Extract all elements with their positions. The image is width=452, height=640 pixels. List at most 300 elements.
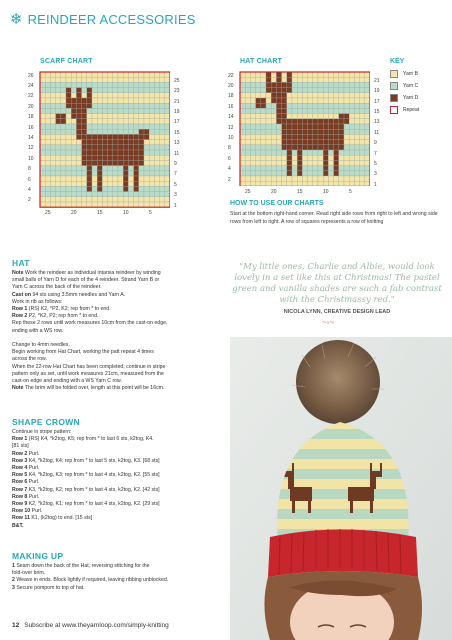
chart-cell [82,119,87,124]
chart-cell [240,124,245,129]
chart-cell [66,181,71,186]
chart-cell [71,140,76,145]
chart-cell [318,145,323,150]
instruction-text: Change to 4mm needles. [12,342,70,349]
chart-cell [56,202,61,207]
axis-label: 10 [123,210,129,217]
chart-cell [113,181,118,186]
chart-cell [61,72,66,77]
chart-cell [154,160,159,165]
chart-cell [71,176,76,181]
chart-cell [56,103,61,108]
chart-cell [92,166,97,171]
chart-cell [82,155,87,160]
chart-cell [45,176,50,181]
chart-cell [92,88,97,93]
instruction-text: Continue in stripe pattern: [12,429,72,435]
chart-cell [313,114,318,119]
chart-cell [276,155,281,160]
chart-cell [61,98,66,103]
chart-cell [266,88,271,93]
chart-cell [245,119,250,124]
chart-cell [365,166,370,171]
chart-cell [87,72,92,77]
instruction-text [24,523,25,529]
chart-cell [82,129,87,134]
chart-cell [76,202,81,207]
axis-label: 5 [149,210,152,217]
chart-cell [87,155,92,160]
chart-cell [365,181,370,186]
chart-cell [108,134,113,139]
chart-cell [45,93,50,98]
chart-cell [144,140,149,145]
chart-cell [154,166,159,171]
chart-cell [349,155,354,160]
chart-cell [354,150,359,155]
footer-text[interactable]: Subscribe at www.theyarnloop.com/simply-knitting [24,622,169,629]
chart-cell [118,129,123,134]
chart-cell [313,176,318,181]
chart-cell [102,93,107,98]
chart-cell [61,181,66,186]
chart-cell [139,186,144,191]
chart-cell [276,88,281,93]
chart-cell [102,171,107,176]
instruction-line [12,508,218,515]
chart-cell [102,150,107,155]
chart-cell [71,77,76,82]
crown-instructions [12,429,218,530]
instruction-label: Row 11 [12,515,30,522]
chart-cell [123,124,128,129]
chart-cell [154,82,159,87]
chart-cell [240,145,245,150]
axis-label: 6 [228,155,231,162]
chart-cell [261,82,266,87]
chart-cell [308,166,313,171]
chart-cell [144,72,149,77]
instruction-line [12,458,218,465]
chart-cell [71,93,76,98]
axis-label: 3 [174,192,177,199]
chart-cell [139,197,144,202]
chart-cell [302,129,307,134]
chart-cell [360,166,365,171]
chart-cell [50,160,55,165]
instruction-line [12,299,218,306]
chart-cell [344,166,349,171]
chart-cell [76,192,81,197]
instruction-label: Row 8 [12,493,28,500]
chart-cell [245,114,250,119]
chart-cell [339,98,344,103]
chart-cell [123,155,128,160]
chart-cell [154,197,159,202]
chart-cell [313,181,318,186]
chart-cell [165,140,170,145]
chart-cell [102,119,107,124]
chart-cell [323,82,328,87]
chart-cell [134,192,139,197]
chart-cell [134,134,139,139]
chart-cell [92,72,97,77]
chart-cell [66,176,71,181]
axis-label: 5 [349,189,352,196]
chart-cell [261,171,266,176]
chart-cell [339,166,344,171]
chart-cell [50,98,55,103]
chart-cell [61,160,66,165]
axis-label: 1 [174,202,177,209]
repeat-swatch [390,106,398,114]
chart-cell [313,88,318,93]
chart-cell [245,93,250,98]
key-item-repeat [390,106,419,114]
chart-cell [245,181,250,186]
chart-cell [349,150,354,155]
chart-cell [149,82,154,87]
chart-cell [282,114,287,119]
chart-cell [61,108,66,113]
chart-cell [118,119,123,124]
chart-cell [334,181,339,186]
instruction-text: cast-on edge and ending with a WS Yarn C row. [12,378,122,385]
chart-cell [261,98,266,103]
chart-cell [256,181,261,186]
chart-cell [323,176,328,181]
chart-cell [365,103,370,108]
chart-cell [287,88,292,93]
chart-cell [339,72,344,77]
chart-cell [308,119,313,124]
chart-cell [334,82,339,87]
chart-cell [97,103,102,108]
chart-cell [128,160,133,165]
chart-cell [360,171,365,176]
chart-cell [56,82,61,87]
chart-cell [56,181,61,186]
chart-cell [240,119,245,124]
chart-cell [97,93,102,98]
axis-label: 16 [228,103,234,110]
chart-cell [139,155,144,160]
chart-cell [76,197,81,202]
chart-cell [128,202,133,207]
chart-cell [66,93,71,98]
scarf-chart-grid [38,70,170,208]
chart-cell [328,108,333,113]
chart-cell [308,155,313,160]
chart-cell [160,166,165,171]
chart-cell [76,108,81,113]
chart-cell [256,82,261,87]
chart-cell [76,119,81,124]
chart-cell [92,192,97,197]
chart-cell [149,202,154,207]
chart-cell [292,124,297,129]
axis-label: 24 [28,82,34,89]
making-up-instructions [12,563,218,592]
chart-cell [349,124,354,129]
instruction-line [12,429,218,436]
chart-cell [108,181,113,186]
chart-cell [66,119,71,124]
chart-cell [128,114,133,119]
chart-cell [66,155,71,160]
chart-cell [40,98,45,103]
chart-cell [318,103,323,108]
chart-cell [339,160,344,165]
chart-cell [240,155,245,160]
chart-cell [240,72,245,77]
chart-cell [123,88,128,93]
swirl-ornament-icon: ~◦~ [322,318,335,327]
chart-cell [287,171,292,176]
chart-cell [256,145,261,150]
chart-cell [82,72,87,77]
chart-cell [76,103,81,108]
chart-cell [149,88,154,93]
chart-cell [134,88,139,93]
chart-cell [50,145,55,150]
axis-label: 21 [174,98,180,105]
chart-cell [339,129,344,134]
chart-cell [292,134,297,139]
chart-cell [40,72,45,77]
chart-cell [102,103,107,108]
chart-cell [134,176,139,181]
chart-cell [97,145,102,150]
chart-cell [139,160,144,165]
chart-cell [334,98,339,103]
instruction-line [12,306,218,313]
hat-chart-title: HAT CHART [240,58,283,65]
chart-cell [328,150,333,155]
chart-cell [154,140,159,145]
chart-cell [71,88,76,93]
chart-cell [71,134,76,139]
chart-cell [339,140,344,145]
axis-label: 20 [271,189,277,196]
chart-cell [308,82,313,87]
chart-cell [302,181,307,186]
chart-cell [144,166,149,171]
chart-cell [271,82,276,87]
chart-cell [113,82,118,87]
chart-cell [271,72,276,77]
chart-cell [266,72,271,77]
chart-cell [313,82,318,87]
key-item-yarn-c [390,82,418,90]
chart-cell [56,119,61,124]
chart-cell [102,134,107,139]
chart-cell [354,140,359,145]
chart-cell [302,176,307,181]
axis-label: 10 [228,134,234,141]
chart-cell [250,82,255,87]
chart-cell [282,98,287,103]
instruction-label: Note [12,385,24,392]
chart-cell [102,82,107,87]
chart-cell [97,77,102,82]
axis-label: 11 [374,129,380,136]
chart-cell [92,77,97,82]
chart-cell [40,134,45,139]
chart-cell [297,124,302,129]
chart-cell [45,124,50,129]
chart-cell [128,93,133,98]
chart-cell [128,166,133,171]
chart-cell [87,134,92,139]
chart-cell [276,171,281,176]
chart-cell [134,72,139,77]
chart-cell [365,82,370,87]
chart-cell [323,166,328,171]
chart-cell [92,186,97,191]
chart-cell [128,181,133,186]
chart-cell [266,145,271,150]
chart-cell [365,114,370,119]
chart-cell [360,160,365,165]
chart-cell [308,88,313,93]
shape-crown-heading: SHAPE CROWN [12,417,80,427]
chart-cell [71,192,76,197]
chart-cell [61,166,66,171]
instruction-text: small balls of Yarn D for each of the 4 reindeer. Strand Yarn B or [12,277,160,284]
chart-cell [61,129,66,134]
chart-cell [250,145,255,150]
chart-cell [365,108,370,113]
chart-cell [45,119,50,124]
instruction-line [12,364,218,371]
chart-cell [360,129,365,134]
chart-cell [118,72,123,77]
chart-cell [165,77,170,82]
chart-cell [165,114,170,119]
chart-cell [297,114,302,119]
chart-cell [365,88,370,93]
chart-cell [261,145,266,150]
chart-cell [139,134,144,139]
chart-cell [128,171,133,176]
instruction-line [12,563,218,570]
chart-cell [71,181,76,186]
chart-cell [50,150,55,155]
chart-cell [256,124,261,129]
axis-label: 10 [28,155,34,162]
chart-cell [123,119,128,124]
chart-cell [123,129,128,134]
axis-label: 16 [28,124,34,131]
chart-cell [287,166,292,171]
chart-cell [313,93,318,98]
chart-cell [250,119,255,124]
chart-cell [344,176,349,181]
chart-cell [245,103,250,108]
chart-cell [266,114,271,119]
chart-cell [50,93,55,98]
chart-cell [118,77,123,82]
chart-cell [323,129,328,134]
instruction-text: (RS) K2, *P2, K2; rep from * to end. [27,306,111,313]
chart-cell [82,181,87,186]
chart-cell [160,160,165,165]
chart-cell [266,119,271,124]
chart-cell [123,93,128,98]
chart-cell [245,72,250,77]
chart-cell [165,155,170,160]
instruction-line [12,342,218,349]
chart-cell [266,103,271,108]
chart-cell [344,134,349,139]
chart-cell [339,114,344,119]
axis-label: 22 [228,72,234,79]
chart-cell [334,72,339,77]
chart-cell [276,82,281,87]
axis-label: 15 [297,189,303,196]
chart-cell [282,171,287,176]
instruction-line [12,501,218,508]
chart-cell [76,186,81,191]
chart-cell [360,124,365,129]
chart-cell [308,181,313,186]
chart-cell [108,119,113,124]
chart-cell [139,119,144,124]
instruction-line [12,436,218,443]
chart-cell [108,114,113,119]
chart-cell [297,140,302,145]
chart-cell [276,145,281,150]
chart-cell [102,160,107,165]
chart-cell [40,129,45,134]
chart-cell [108,93,113,98]
chart-cell [113,77,118,82]
chart-cell [302,171,307,176]
chart-cell [82,103,87,108]
axis-label: 25 [45,210,51,217]
chart-cell [87,77,92,82]
chart-cell [276,150,281,155]
chart-cell [87,150,92,155]
instruction-line [12,313,218,320]
instruction-text: (RS) K4, *k2tog, K5; rep from * to last 6 sts, k2tog, K4. [27,436,154,443]
chart-cell [302,77,307,82]
key-item-yarn-b [390,70,418,78]
chart-cell [323,103,328,108]
chart-cell [344,77,349,82]
chart-cell [56,145,61,150]
chart-cell [271,88,276,93]
axis-label: 6 [28,176,31,183]
chart-cell [92,145,97,150]
chart-cell [97,160,102,165]
chart-cell [308,77,313,82]
chart-cell [276,140,281,145]
chart-cell [256,150,261,155]
chart-cell [92,197,97,202]
chart-cell [287,134,292,139]
axis-label: 19 [374,88,380,95]
chart-cell [318,134,323,139]
chart-cell [134,186,139,191]
chart-cell [134,171,139,176]
instruction-text: Purl. [27,465,40,472]
chart-cell [154,202,159,207]
instruction-text: [81 sts] [12,443,29,450]
chart-cell [282,160,287,165]
chart-cell [82,93,87,98]
